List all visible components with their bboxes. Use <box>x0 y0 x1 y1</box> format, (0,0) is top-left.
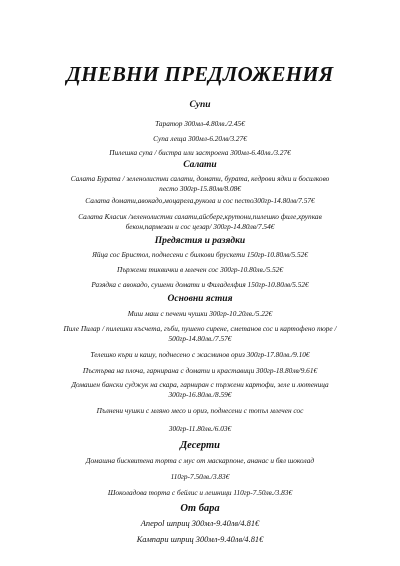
section-heading-salads: Салати <box>183 160 217 170</box>
section-heading-bar: От бара <box>180 503 220 514</box>
menu-item: Пържени тиквички в млечен сос 300гр-10.80лв./5.52€ <box>116 265 284 274</box>
menu-item: Яйца сос Бристол, поднесени с билкови брускети 150гр-10.80лв/5.52€ <box>92 250 308 259</box>
menu-item-price: 300гр-11.80лв./6.03€ <box>168 424 232 433</box>
menu-item-continued: бекон,пармезан и сос цезар/ 300гр-14.80лв/7.54€ <box>125 222 275 231</box>
menu-item-continued: 500гр-14.80лв./7.57€ <box>168 334 232 343</box>
menu-item: Супа леща 300мл-6.20лв/3.27€ <box>153 134 247 143</box>
menu-item-continued: песто 300гр-15.80лв/8.08€ <box>159 184 241 193</box>
menu-item: Таратор 300мл-4.80лв./2.45€ <box>155 119 245 128</box>
menu-item-price: 110гр-7.50лв./3.83€ <box>170 472 230 481</box>
menu-item: Пълнени чушки с мляно месо и ориз, поднесени с топъл млечен сос <box>96 406 304 415</box>
page-title: ДНЕВНИ ПРЕДЛОЖЕНИЯ <box>66 62 334 86</box>
menu-item: Салата Бурата / зеленолистни салати, домати, бурата, кедрови ядки и босилково <box>70 174 330 183</box>
section-heading-starters: Предястия и разядки <box>154 236 246 246</box>
menu-item: Шоколадова торта с бейлис и лешници 110гр-7.50лв./3.83€ <box>107 488 293 497</box>
menu-item: Телешко къри и кашу, поднесено с жасминов ориз 300гр-17.80лв./9.10€ <box>90 350 310 359</box>
menu-item: Апероl шприц 300мл-9.40лв/4.81€ <box>140 519 260 528</box>
section-heading-mains: Основни ястия <box>167 294 233 304</box>
menu-item: Домашна бисквитена торта с мус от маскарпоне, ананас и бял шоколад <box>85 456 315 465</box>
section-heading-desserts: Десерти <box>180 440 220 451</box>
menu-item: Пъстърва на плоча, гарнирана с домати и краставици 300гр-18.80лв/9.61€ <box>82 366 318 375</box>
menu-item: Разядка с авокадо, сушени домати и Филаделфия 150гр-10.80лв/5.52€ <box>91 280 309 289</box>
menu-item: Салата Класик /зеленолистни салати,айсберг,крутони,пилешко филе,хрупкав <box>78 212 322 221</box>
menu-item: Пилешка супа / бистра или застроена 300мл-6.40лв./3.27€ <box>109 148 291 157</box>
menu-item: Пиле Пилар / пилешки късчета, гъби, пушено сирене, сметанов сос и картофено пюре / <box>63 324 337 333</box>
menu-item-continued: 300гр-16.80лв./8.59€ <box>168 390 232 399</box>
menu-item: Домашен бански суджук на скара, гарниран с пържени картофи, зеле и лютеница <box>71 380 329 389</box>
menu-item: Кампари шприц 300мл-9.40лв/4.81€ <box>136 535 264 544</box>
section-heading-soups: Супи <box>189 100 211 110</box>
menu-item: Салата домати,авокадо,моцарела,рукола и сос песто300гр-14.80лв/7.57€ <box>85 196 315 205</box>
menu-item: Миш маш с печени чушки 300гр-10.20лв./5.22€ <box>127 309 273 318</box>
